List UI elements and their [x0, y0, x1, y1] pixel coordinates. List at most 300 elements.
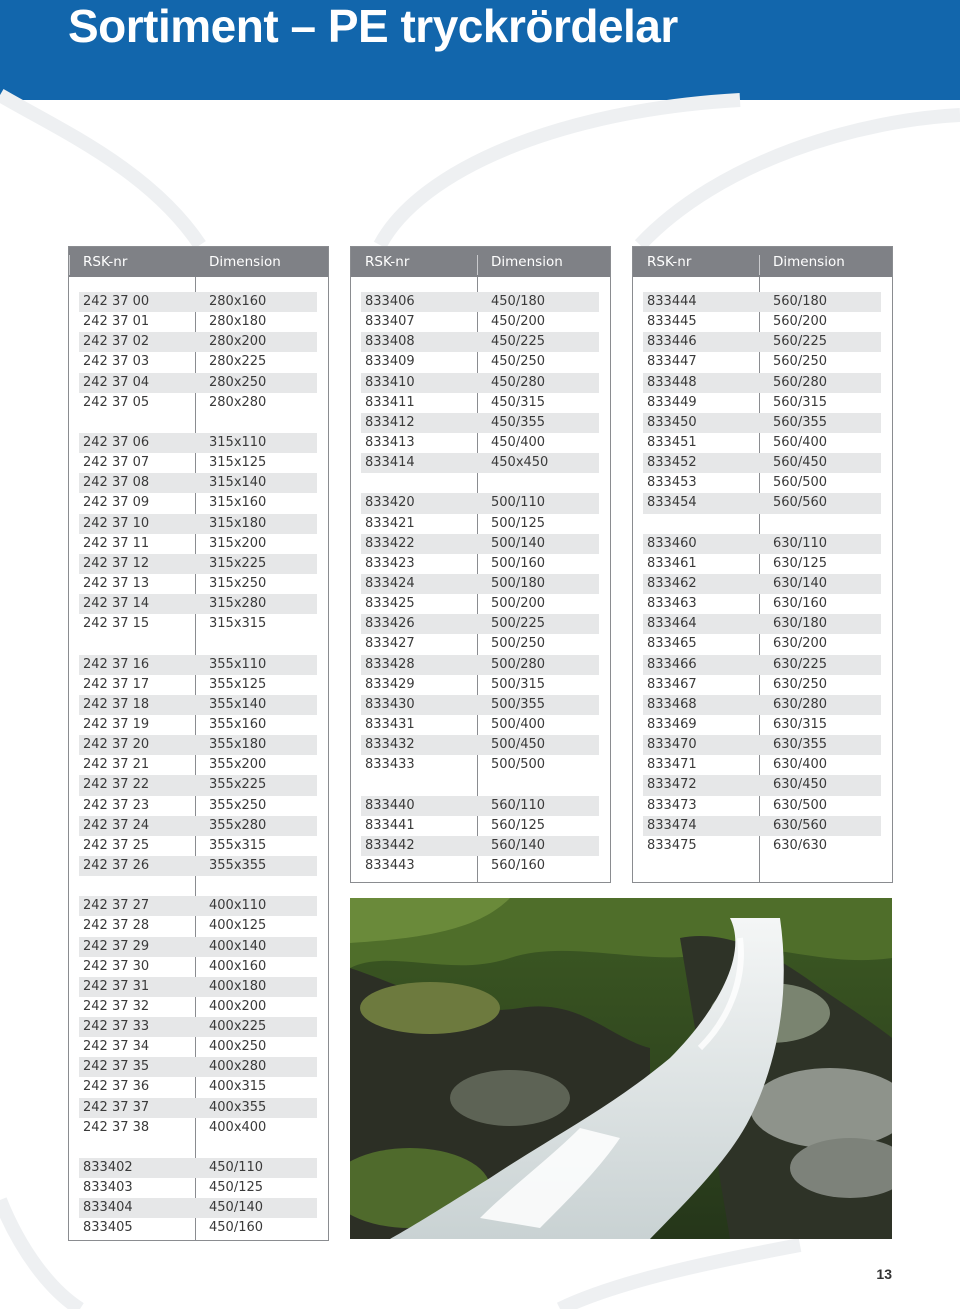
dimension-value: 630/110	[773, 535, 828, 551]
rsk-number: 833446	[647, 334, 697, 350]
dimension-value: 560/180	[773, 294, 828, 309]
table-row	[79, 695, 317, 715]
dimension-value: 500/110	[491, 495, 546, 511]
rsk-number: 242 37 01	[83, 314, 150, 330]
rsk-number: 833453	[647, 475, 697, 491]
dimension-value: 315x140	[209, 475, 267, 491]
table-row	[643, 755, 881, 775]
dimension-value: 500/450	[491, 737, 546, 753]
table-row	[643, 836, 881, 856]
rsk-number: 833413	[365, 434, 415, 450]
table-row	[643, 735, 881, 755]
table-row	[79, 373, 317, 393]
dimension-value: 450/200	[491, 314, 546, 330]
table-row	[643, 675, 881, 695]
dimension-value: 630/250	[773, 676, 828, 692]
table-row	[79, 1138, 317, 1158]
rsk-number: 242 37 16	[83, 656, 150, 672]
table-row	[79, 876, 317, 896]
dimension-value: 450/280	[491, 374, 546, 390]
table-row	[79, 413, 317, 433]
table-row	[361, 393, 599, 413]
rsk-number: 833473	[647, 797, 697, 813]
table-row	[361, 514, 599, 534]
table-row	[361, 594, 599, 614]
dimension-value: 630/200	[773, 636, 828, 652]
table-row	[79, 957, 317, 977]
dimension-value: 355x280	[209, 817, 267, 833]
dimension-value: 560/560	[773, 495, 828, 511]
rsk-number: 242 37 20	[83, 737, 150, 753]
rsk-number: 242 37 12	[83, 555, 150, 571]
table-row	[79, 796, 317, 816]
table-row	[643, 796, 881, 816]
dimension-value: 400x140	[209, 938, 267, 954]
dimension-value: 355x110	[209, 656, 267, 672]
dimension-value: 500/225	[491, 616, 546, 632]
table-1	[68, 246, 329, 1241]
rsk-number: 833464	[647, 616, 697, 632]
dimension-value: 630/355	[773, 737, 828, 753]
dimension-value: 630/180	[773, 616, 828, 632]
dimension-value: 450/110	[209, 1160, 264, 1176]
rsk-number: 833409	[365, 354, 415, 370]
table-row	[79, 1098, 317, 1118]
table-row	[79, 1017, 317, 1037]
rsk-number: 242 37 29	[83, 938, 150, 954]
rsk-number: 833404	[83, 1200, 133, 1216]
table-row	[361, 655, 599, 675]
dimension-value: 450/225	[491, 334, 546, 350]
dimension-value: 560/315	[773, 394, 828, 410]
dimension-value: 450/160	[209, 1220, 264, 1236]
table-row	[79, 292, 317, 312]
dimension-value: 315x200	[209, 535, 267, 551]
dimension-value: 400x200	[209, 998, 267, 1014]
dimension-value: 400x400	[209, 1119, 267, 1135]
table-row	[361, 373, 599, 393]
rsk-number: 833462	[647, 575, 697, 591]
table-row	[361, 695, 599, 715]
table-row	[79, 312, 317, 332]
table-row	[361, 352, 599, 372]
table-row	[361, 312, 599, 332]
table-1-rows	[79, 292, 317, 1239]
rsk-number: 833460	[647, 535, 697, 551]
rsk-number: 242 37 27	[83, 898, 150, 914]
rsk-number: 833468	[647, 696, 697, 712]
table-row	[361, 413, 599, 433]
table-row	[643, 695, 881, 715]
rsk-number: 833426	[365, 616, 415, 632]
table-row	[643, 373, 881, 393]
table-row	[79, 675, 317, 695]
table-row	[361, 836, 599, 856]
table-row	[643, 413, 881, 433]
rsk-number: 242 37 00	[83, 294, 150, 309]
table-row	[79, 473, 317, 493]
dimension-value: 450/400	[491, 434, 546, 450]
dimension-value: 630/630	[773, 837, 828, 853]
rsk-number: 833454	[647, 495, 697, 511]
rsk-number: 833410	[365, 374, 415, 390]
dimension-value: 630/400	[773, 757, 828, 773]
rsk-number: 833412	[365, 414, 415, 430]
rsk-number: 242 37 07	[83, 455, 150, 471]
table-3-rows	[643, 292, 881, 856]
table-row	[643, 473, 881, 493]
dimension-value: 450/140	[209, 1200, 264, 1216]
table-row	[79, 896, 317, 916]
dimension-value: 500/315	[491, 676, 546, 692]
dimension-value: 400x180	[209, 978, 267, 994]
rsk-number: 242 37 24	[83, 817, 150, 833]
column-header-rsk: RSK-nr	[647, 254, 692, 270]
rsk-number: 242 37 18	[83, 696, 150, 712]
table-row	[361, 292, 599, 312]
dimension-value: 355x250	[209, 797, 267, 813]
rsk-number: 833440	[365, 797, 415, 813]
rsk-number: 242 37 38	[83, 1119, 150, 1135]
table-row	[79, 1178, 317, 1198]
dimension-value: 400x280	[209, 1059, 267, 1075]
dimension-value: 500/125	[491, 515, 546, 531]
dimension-value: 500/180	[491, 575, 546, 591]
dimension-value: 560/450	[773, 455, 828, 471]
dimension-value: 315x180	[209, 515, 267, 531]
rsk-number: 833443	[365, 857, 415, 873]
dimension-value: 280x250	[209, 374, 267, 390]
table-row	[643, 534, 881, 554]
rsk-number: 833406	[365, 294, 415, 309]
rsk-number: 242 37 08	[83, 475, 150, 491]
table-row	[79, 574, 317, 594]
dimension-value: 560/160	[491, 857, 546, 873]
rsk-number: 242 37 23	[83, 797, 150, 813]
table-row	[643, 514, 881, 534]
table-row	[79, 332, 317, 352]
rsk-number: 833463	[647, 596, 697, 612]
rsk-number: 242 37 03	[83, 354, 150, 370]
dimension-value: 280x225	[209, 354, 267, 370]
dimension-value: 280x200	[209, 334, 267, 350]
table-3	[632, 246, 893, 883]
rsk-number: 242 37 19	[83, 716, 150, 732]
rsk-number: 833472	[647, 777, 697, 793]
rsk-number: 242 37 35	[83, 1059, 150, 1075]
rsk-number: 833451	[647, 434, 697, 450]
dimension-value: 630/500	[773, 797, 828, 813]
rsk-number: 833470	[647, 737, 697, 753]
dimension-value: 450/315	[491, 394, 546, 410]
table-row	[643, 352, 881, 372]
dimension-value: 355x180	[209, 737, 267, 753]
rsk-number: 242 37 10	[83, 515, 150, 531]
rsk-number: 833408	[365, 334, 415, 350]
page-number: 13	[876, 1266, 892, 1282]
table-row	[79, 937, 317, 957]
table-row	[79, 554, 317, 574]
dimension-value: 560/200	[773, 314, 828, 330]
table-row	[643, 453, 881, 473]
dimension-value: 500/400	[491, 716, 546, 732]
rsk-number: 833402	[83, 1160, 133, 1176]
table-row	[361, 755, 599, 775]
rsk-number: 833467	[647, 676, 697, 692]
rsk-number: 242 37 32	[83, 998, 150, 1014]
table-row	[79, 1198, 317, 1218]
dimension-value: 630/125	[773, 555, 828, 571]
rsk-number: 833431	[365, 716, 415, 732]
rsk-number: 833445	[647, 314, 697, 330]
waterfall-photo	[350, 898, 892, 1239]
rsk-number: 833407	[365, 314, 415, 330]
rsk-number: 833403	[83, 1180, 133, 1196]
table-row	[79, 836, 317, 856]
dimension-value: 315x110	[209, 434, 267, 450]
dimension-value: 450/355	[491, 414, 546, 430]
table-row	[361, 715, 599, 735]
dimension-value: 355x140	[209, 696, 267, 712]
dimension-value: 315x225	[209, 555, 267, 571]
dimension-value: 500/200	[491, 596, 546, 612]
table-row	[79, 1057, 317, 1077]
dimension-value: 560/280	[773, 374, 828, 390]
rsk-number: 242 37 13	[83, 575, 150, 591]
table-row	[79, 1218, 317, 1238]
dimension-value: 400x225	[209, 1019, 267, 1035]
dimension-value: 400x125	[209, 918, 267, 934]
table-row	[79, 916, 317, 936]
dimension-value: 500/160	[491, 555, 546, 571]
rsk-number: 833433	[365, 757, 415, 773]
rsk-number: 833452	[647, 455, 697, 471]
table-row	[643, 594, 881, 614]
column-header-rsk: RSK-nr	[83, 254, 128, 270]
dimension-value: 500/250	[491, 636, 546, 652]
dimension-value: 355x355	[209, 857, 267, 873]
dimension-value: 500/355	[491, 696, 546, 712]
rsk-number: 833428	[365, 656, 415, 672]
table-row	[643, 655, 881, 675]
rsk-number: 833471	[647, 757, 697, 773]
dimension-value: 560/225	[773, 334, 828, 350]
rsk-number: 833405	[83, 1220, 133, 1236]
rsk-number: 242 37 04	[83, 374, 150, 390]
table-row	[361, 634, 599, 654]
table-row	[79, 514, 317, 534]
rsk-number: 242 37 11	[83, 535, 150, 551]
rsk-number: 242 37 09	[83, 495, 150, 511]
rsk-number: 242 37 15	[83, 616, 150, 632]
table-2-rows	[361, 292, 599, 876]
table-row	[79, 1077, 317, 1097]
dimension-value: 315x315	[209, 616, 267, 632]
dimension-value: 400x250	[209, 1039, 267, 1055]
table-row	[361, 574, 599, 594]
rsk-number: 833420	[365, 495, 415, 511]
table-row	[79, 755, 317, 775]
rsk-number: 242 37 06	[83, 434, 150, 450]
dimension-value: 400x160	[209, 958, 267, 974]
dimension-value: 280x160	[209, 294, 267, 309]
table-row	[79, 1158, 317, 1178]
rsk-number: 833424	[365, 575, 415, 591]
table-row	[643, 715, 881, 735]
table-row	[643, 614, 881, 634]
rsk-number: 242 37 14	[83, 596, 150, 612]
table-row	[361, 735, 599, 755]
dimension-value: 630/560	[773, 817, 828, 833]
dimension-value: 630/280	[773, 696, 828, 712]
table-row	[361, 614, 599, 634]
table-row	[643, 393, 881, 413]
rsk-number: 833448	[647, 374, 697, 390]
rsk-number: 833411	[365, 394, 415, 410]
rsk-number: 833422	[365, 535, 415, 551]
rsk-number: 242 37 30	[83, 958, 150, 974]
table-row	[79, 816, 317, 836]
rsk-number: 833450	[647, 414, 697, 430]
table-2	[350, 246, 611, 883]
rsk-number: 242 37 36	[83, 1079, 150, 1095]
table-row	[79, 775, 317, 795]
table-row	[643, 554, 881, 574]
rsk-number: 833461	[647, 555, 697, 571]
table-row	[79, 433, 317, 453]
dimension-value: 500/140	[491, 535, 546, 551]
table-row	[79, 614, 317, 634]
table-row	[643, 816, 881, 836]
dimension-value: 355x200	[209, 757, 267, 773]
rsk-number: 242 37 21	[83, 757, 150, 773]
column-header-dimension: Dimension	[773, 254, 845, 270]
rsk-number: 242 37 28	[83, 918, 150, 934]
dimension-value: 450/250	[491, 354, 546, 370]
rsk-number: 242 37 26	[83, 857, 150, 873]
table-row	[361, 453, 599, 473]
table-row	[361, 473, 599, 493]
rsk-number: 242 37 05	[83, 394, 150, 410]
rsk-number: 833429	[365, 676, 415, 692]
dimension-value: 630/450	[773, 777, 828, 793]
dimension-value: 630/140	[773, 575, 828, 591]
table-row	[361, 493, 599, 513]
dimension-value: 280x180	[209, 314, 267, 330]
table-row	[361, 816, 599, 836]
table-row	[361, 775, 599, 795]
rsk-number: 833414	[365, 455, 415, 471]
table-row	[79, 977, 317, 997]
dimension-value: 630/315	[773, 716, 828, 732]
table-row	[79, 594, 317, 614]
rsk-number: 833427	[365, 636, 415, 652]
rsk-number: 833449	[647, 394, 697, 410]
table-row	[79, 715, 317, 735]
dimension-value: 355x225	[209, 777, 267, 793]
table-row	[79, 997, 317, 1017]
rsk-number: 833466	[647, 656, 697, 672]
rsk-number: 242 37 02	[83, 334, 150, 350]
rsk-number: 242 37 17	[83, 676, 150, 692]
table-row	[361, 856, 599, 876]
rsk-number: 833421	[365, 515, 415, 531]
table-row	[643, 332, 881, 352]
table-row	[79, 1118, 317, 1138]
column-header-dimension: Dimension	[209, 254, 281, 270]
column-header-dimension: Dimension	[491, 254, 563, 270]
rsk-number: 833430	[365, 696, 415, 712]
rsk-number: 242 37 31	[83, 978, 150, 994]
dimension-value: 400x315	[209, 1079, 267, 1095]
table-row	[361, 675, 599, 695]
table-row	[361, 433, 599, 453]
rsk-number: 242 37 25	[83, 837, 150, 853]
table-row	[79, 352, 317, 372]
dimension-value: 560/400	[773, 434, 828, 450]
dimension-value: 355x315	[209, 837, 267, 853]
dimension-value: 560/500	[773, 475, 828, 491]
rsk-number: 833442	[365, 837, 415, 853]
dimension-value: 560/125	[491, 817, 546, 833]
rsk-number: 833425	[365, 596, 415, 612]
table-row	[361, 554, 599, 574]
table-row	[361, 796, 599, 816]
table-row	[361, 534, 599, 554]
dimension-value: 560/250	[773, 354, 828, 370]
dimension-value: 315x160	[209, 495, 267, 511]
rsk-number: 833441	[365, 817, 415, 833]
table-1-header	[69, 247, 328, 277]
rsk-number: 833465	[647, 636, 697, 652]
table-row	[79, 393, 317, 413]
table-row	[643, 574, 881, 594]
rsk-number: 242 37 37	[83, 1099, 150, 1115]
table-row	[643, 433, 881, 453]
dimension-value: 315x125	[209, 455, 267, 471]
dimension-value: 450/125	[209, 1180, 264, 1196]
table-row	[643, 493, 881, 513]
dimension-value: 315x280	[209, 596, 267, 612]
table-row	[79, 1037, 317, 1057]
table-row	[79, 534, 317, 554]
page-title: Sortiment – PE tryckrördelar	[68, 0, 678, 52]
dimension-value: 450x450	[491, 455, 549, 471]
column-header-rsk: RSK-nr	[365, 254, 410, 270]
table-row	[79, 735, 317, 755]
dimension-value: 315x250	[209, 575, 267, 591]
dimension-value: 280x280	[209, 394, 267, 410]
rsk-number: 833474	[647, 817, 697, 833]
dimension-value: 500/500	[491, 757, 546, 773]
rsk-number: 833475	[647, 837, 697, 853]
rsk-number: 833432	[365, 737, 415, 753]
table-row	[643, 292, 881, 312]
rsk-number: 242 37 22	[83, 777, 150, 793]
dimension-value: 560/140	[491, 837, 546, 853]
dimension-value: 500/280	[491, 656, 546, 672]
dimension-value: 450/180	[491, 294, 546, 309]
dimension-value: 400x110	[209, 898, 267, 914]
table-row	[79, 493, 317, 513]
table-row	[79, 634, 317, 654]
rsk-number: 242 37 34	[83, 1039, 150, 1055]
dimension-value: 560/355	[773, 414, 828, 430]
rsk-number: 833447	[647, 354, 697, 370]
rsk-number: 242 37 33	[83, 1019, 150, 1035]
rsk-number: 833444	[647, 294, 697, 309]
dimension-value: 630/225	[773, 656, 828, 672]
